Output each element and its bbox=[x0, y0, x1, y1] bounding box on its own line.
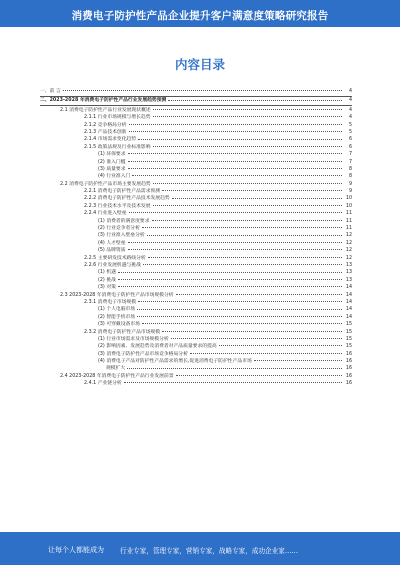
toc-dot-leader bbox=[176, 375, 342, 376]
toc-dot-leader bbox=[118, 272, 342, 273]
toc-entry-page: 4 bbox=[348, 89, 352, 94]
toc-entry-label: (1) 个人电脑市场 bbox=[98, 307, 136, 313]
toc-entry-page: 4 bbox=[348, 115, 352, 121]
toc-entry[interactable] bbox=[40, 269, 352, 276]
toc-entry-label: 规模扩大 bbox=[106, 366, 126, 372]
toc-entry[interactable] bbox=[40, 306, 352, 313]
toc-dot-leader bbox=[153, 116, 343, 117]
toc-dot-leader bbox=[118, 286, 342, 287]
toc-entry-page: 12 bbox=[345, 233, 352, 239]
toc-entry-page: 16 bbox=[345, 373, 352, 379]
toc-entry[interactable] bbox=[40, 129, 352, 136]
toc-entry-page: 5 bbox=[348, 129, 352, 135]
toc-entry[interactable] bbox=[40, 181, 352, 188]
footer-tagline: 行业专家，管理专家，营销专家，战略专家，成功企业家…… bbox=[120, 547, 299, 555]
toc-entry[interactable] bbox=[40, 203, 352, 210]
toc-entry[interactable] bbox=[40, 240, 352, 247]
toc-dot-leader bbox=[172, 198, 342, 199]
toc-dot-leader bbox=[176, 294, 342, 295]
toc-entry-label: (3) 质量要求 bbox=[98, 166, 126, 172]
toc-entry-page: 8 bbox=[348, 166, 352, 172]
toc-entry[interactable] bbox=[40, 255, 352, 262]
toc-entry-label: (3) 消费电子防护性产品市场竞争格局分析 bbox=[98, 351, 188, 357]
toc-dot-leader bbox=[153, 146, 343, 147]
toc-entry-page: 16 bbox=[345, 351, 352, 357]
footer-slogan: 让每个人都能成为 bbox=[48, 546, 104, 554]
toc-entry-page: 12 bbox=[345, 255, 352, 261]
toc-entry-label: (5) 品牌资质 bbox=[98, 248, 126, 254]
toc-entry[interactable] bbox=[40, 136, 352, 143]
toc-entry-page: 6 bbox=[348, 144, 352, 150]
toc-dot-leader bbox=[153, 205, 343, 206]
toc-entry[interactable] bbox=[40, 225, 352, 232]
table-of-contents bbox=[40, 88, 352, 388]
toc-entry[interactable] bbox=[40, 351, 352, 358]
toc-dot-leader bbox=[129, 124, 342, 125]
toc-entry[interactable] bbox=[40, 247, 352, 254]
toc-entry-page: 13 bbox=[345, 277, 352, 283]
toc-dot-leader bbox=[128, 242, 342, 243]
toc-entry[interactable] bbox=[40, 292, 352, 299]
toc-entry-label: (2) 行业竞争者分析 bbox=[98, 226, 140, 232]
toc-dot-leader bbox=[137, 309, 342, 310]
toc-dot-leader bbox=[132, 175, 342, 176]
toc-entry-page: 14 bbox=[345, 292, 352, 298]
toc-entry-page: 12 bbox=[345, 248, 352, 254]
toc-entry-page: 11 bbox=[345, 211, 352, 217]
toc-entry-page: 7 bbox=[348, 152, 352, 158]
toc-entry-page: 16 bbox=[345, 381, 352, 387]
toc-dot-leader bbox=[124, 382, 342, 383]
toc-entry-page: 15 bbox=[345, 329, 352, 335]
toc-entry[interactable] bbox=[40, 218, 352, 225]
toc-dot-leader bbox=[190, 353, 342, 354]
toc-dot-leader bbox=[127, 368, 342, 369]
toc-dot-leader bbox=[63, 90, 342, 91]
toc-entry-label: (4) 消费电子产品对防护性产品需求的增长,促进消费电子防护性产品市场 bbox=[98, 359, 252, 365]
toc-dot-leader bbox=[148, 257, 342, 258]
toc-entry[interactable] bbox=[40, 144, 352, 151]
toc-entry-page: 14 bbox=[345, 299, 352, 305]
toc-entry-page: 11 bbox=[345, 226, 352, 232]
toc-entry-label: 2.2.5 主要研发技术路线分析 bbox=[84, 255, 146, 261]
toc-entry-label: (4) 人才壁垒 bbox=[98, 240, 126, 246]
toc-dot-leader bbox=[147, 235, 342, 236]
toc-entry-label: (1) 机遇 bbox=[98, 270, 116, 276]
toc-entry-page: 8 bbox=[348, 174, 352, 180]
toc-entry[interactable] bbox=[40, 262, 352, 269]
toc-entry-label: 2.2 消费电子防护性产品市场主要发展趋势 bbox=[60, 181, 151, 187]
toc-entry-label: (3) 可穿戴设备市场 bbox=[98, 322, 140, 328]
toc-entry-page: 9 bbox=[348, 181, 352, 187]
toc-entry-label: (2) 准入门槛 bbox=[98, 159, 126, 165]
toc-entry[interactable] bbox=[40, 107, 352, 114]
toc-entry[interactable] bbox=[40, 195, 352, 202]
toc-entry-page: 14 bbox=[345, 307, 352, 313]
toc-entry-page: 7 bbox=[348, 159, 352, 165]
toc-entry-label: 2.2.6 行业发展机遇与挑战 bbox=[84, 262, 141, 268]
toc-dot-leader bbox=[153, 109, 342, 110]
toc-entry-page: 10 bbox=[345, 203, 352, 209]
toc-entry[interactable] bbox=[40, 321, 352, 328]
toc-entry-label: (3) 对策 bbox=[98, 285, 116, 291]
toc-entry[interactable] bbox=[40, 314, 352, 321]
toc-entry-label: 2.2.1 消费电子防护性产品需求预测 bbox=[84, 189, 161, 195]
toc-entry-label: 一、前 言 bbox=[40, 89, 61, 94]
toc-dot-leader bbox=[129, 212, 342, 213]
toc-entry-label: 2.2.2 消费电子防护性产品技术发展趋势 bbox=[84, 196, 170, 202]
toc-entry-label: 2.1.5 政策法规及行业标准影响 bbox=[84, 144, 151, 150]
toc-entry[interactable] bbox=[40, 159, 352, 166]
toc-entry-page: 15 bbox=[345, 322, 352, 328]
toc-entry-label: 2.1.3 产品技术创新 bbox=[84, 129, 127, 135]
toc-dot-leader bbox=[142, 227, 342, 228]
toc-entry-page: 16 bbox=[345, 366, 352, 372]
toc-entry-page: 4 bbox=[348, 107, 352, 113]
toc-entry[interactable] bbox=[40, 365, 352, 372]
toc-entry[interactable] bbox=[40, 210, 352, 217]
toc-dot-leader bbox=[219, 345, 342, 346]
toc-entry-page: 11 bbox=[345, 218, 352, 224]
toc-entry-label: 2.2.3 行业技术水平及技术发展 bbox=[84, 203, 151, 209]
toc-dot-leader bbox=[128, 161, 342, 162]
toc-dot-leader bbox=[152, 220, 343, 221]
toc-entry-label: 2.1 消费电子防护性产品行业发展现状概述 bbox=[60, 107, 151, 113]
toc-dot-leader bbox=[162, 331, 342, 332]
toc-entry[interactable] bbox=[40, 284, 352, 291]
toc-entry-page: 16 bbox=[345, 359, 352, 365]
toc-entry-page: 14 bbox=[345, 285, 352, 291]
toc-dot-leader bbox=[153, 183, 342, 184]
toc-entry-label: (2) 智能手机市场 bbox=[98, 314, 136, 320]
toc-dot-leader bbox=[254, 360, 342, 361]
toc-entry[interactable] bbox=[40, 358, 352, 365]
toc-entry[interactable] bbox=[40, 88, 352, 95]
report-title: 消费电子防护性产品企业提升客户满意度策略研究报告 bbox=[71, 10, 329, 22]
toc-entry-page: 15 bbox=[345, 344, 352, 350]
toc-entry[interactable] bbox=[40, 343, 352, 350]
toc-entry[interactable] bbox=[40, 329, 352, 336]
toc-dot-leader bbox=[128, 153, 342, 154]
toc-entry[interactable] bbox=[40, 173, 352, 180]
toc-entry-label: 2.4 2023-2028 年消费电子防护性产品行业发展前景 bbox=[60, 373, 174, 379]
toc-entry-page: 15 bbox=[345, 336, 352, 342]
toc-entry[interactable] bbox=[40, 299, 352, 306]
toc-dot-leader bbox=[137, 316, 342, 317]
toc-entry[interactable] bbox=[40, 151, 352, 158]
toc-entry-label: 2.3 2023-2028 年消费电子防护性产品市场规模分析 bbox=[60, 292, 174, 298]
toc-entry-label: (1) 行业市场需求及市场规模分析 bbox=[98, 336, 169, 342]
toc-dot-leader bbox=[128, 168, 342, 169]
toc-entry-label: 2.4.1 产业链分析 bbox=[84, 381, 122, 387]
toc-entry-label: 2.3.1 消费电子市场规模 bbox=[84, 299, 137, 305]
toc-dot-leader bbox=[142, 323, 342, 324]
toc-entry[interactable] bbox=[40, 166, 352, 173]
toc-entry-label: 2.2.4 行业进入壁垒 bbox=[84, 211, 127, 217]
toc-dot-leader bbox=[128, 249, 342, 250]
toc-entry-page: 6 bbox=[348, 137, 352, 143]
toc-entry-page: 5 bbox=[348, 122, 352, 128]
toc-entry-label: 2.1.2 竞争格局分析 bbox=[84, 122, 127, 128]
toc-entry[interactable] bbox=[40, 122, 352, 129]
toc-dot-leader bbox=[138, 301, 342, 302]
toc-entry-page: 9 bbox=[348, 189, 352, 195]
toc-entry[interactable] bbox=[40, 97, 352, 104]
toc-entry-page: 14 bbox=[345, 314, 352, 320]
toc-entry-page: 12 bbox=[345, 240, 352, 246]
toc-entry-page: 13 bbox=[345, 270, 352, 276]
toc-dot-leader bbox=[143, 264, 342, 265]
toc-entry-label: (2) 影响因素、发展趋势及消费者对产品质量要求的提高 bbox=[98, 344, 217, 350]
toc-entry-label: (4) 行业准入门 bbox=[98, 174, 131, 180]
footer-bar bbox=[0, 532, 400, 565]
toc-entry-page: 10 bbox=[345, 196, 352, 202]
toc-entry[interactable] bbox=[40, 380, 352, 387]
toc-entry-page: 13 bbox=[345, 262, 352, 268]
toc-dot-leader bbox=[118, 279, 342, 280]
toc-entry-label: 2.1.4 市场需求变化趋势 bbox=[84, 137, 137, 143]
toc-dot-leader bbox=[162, 190, 342, 191]
toc-entry[interactable] bbox=[40, 373, 352, 380]
toc-entry-label: 2.1.1 行业市场规模与增长趋势 bbox=[84, 115, 151, 121]
toc-entry[interactable] bbox=[40, 232, 352, 239]
toc-entry[interactable] bbox=[40, 336, 352, 343]
toc-entry-page: 4 bbox=[348, 98, 352, 104]
toc-entry[interactable] bbox=[40, 188, 352, 195]
toc-entry-label: (3) 行业准入壁垒分析 bbox=[98, 233, 145, 239]
toc-dot-leader bbox=[138, 139, 342, 140]
toc-entry-label: 2.3.2 消费电子防护性产品市场规模 bbox=[84, 329, 161, 335]
toc-entry-label: (1) 消费者的满意度要求 bbox=[98, 218, 150, 224]
toc-dot-leader bbox=[168, 100, 342, 101]
toc-entry-label: 二、2023-2028 年消费电子防护性产品行业发展趋势预测 bbox=[40, 98, 167, 104]
toc-entry[interactable] bbox=[40, 277, 352, 284]
toc-dot-leader bbox=[171, 338, 342, 339]
toc-heading: 内容目录 bbox=[174, 57, 225, 72]
toc-entry-label: (2) 挑战 bbox=[98, 277, 116, 283]
toc-entry-label: (1) 环保要求 bbox=[98, 152, 126, 158]
report-header-bar bbox=[0, 0, 400, 27]
toc-dot-leader bbox=[129, 131, 342, 132]
toc-entry[interactable] bbox=[40, 114, 352, 121]
